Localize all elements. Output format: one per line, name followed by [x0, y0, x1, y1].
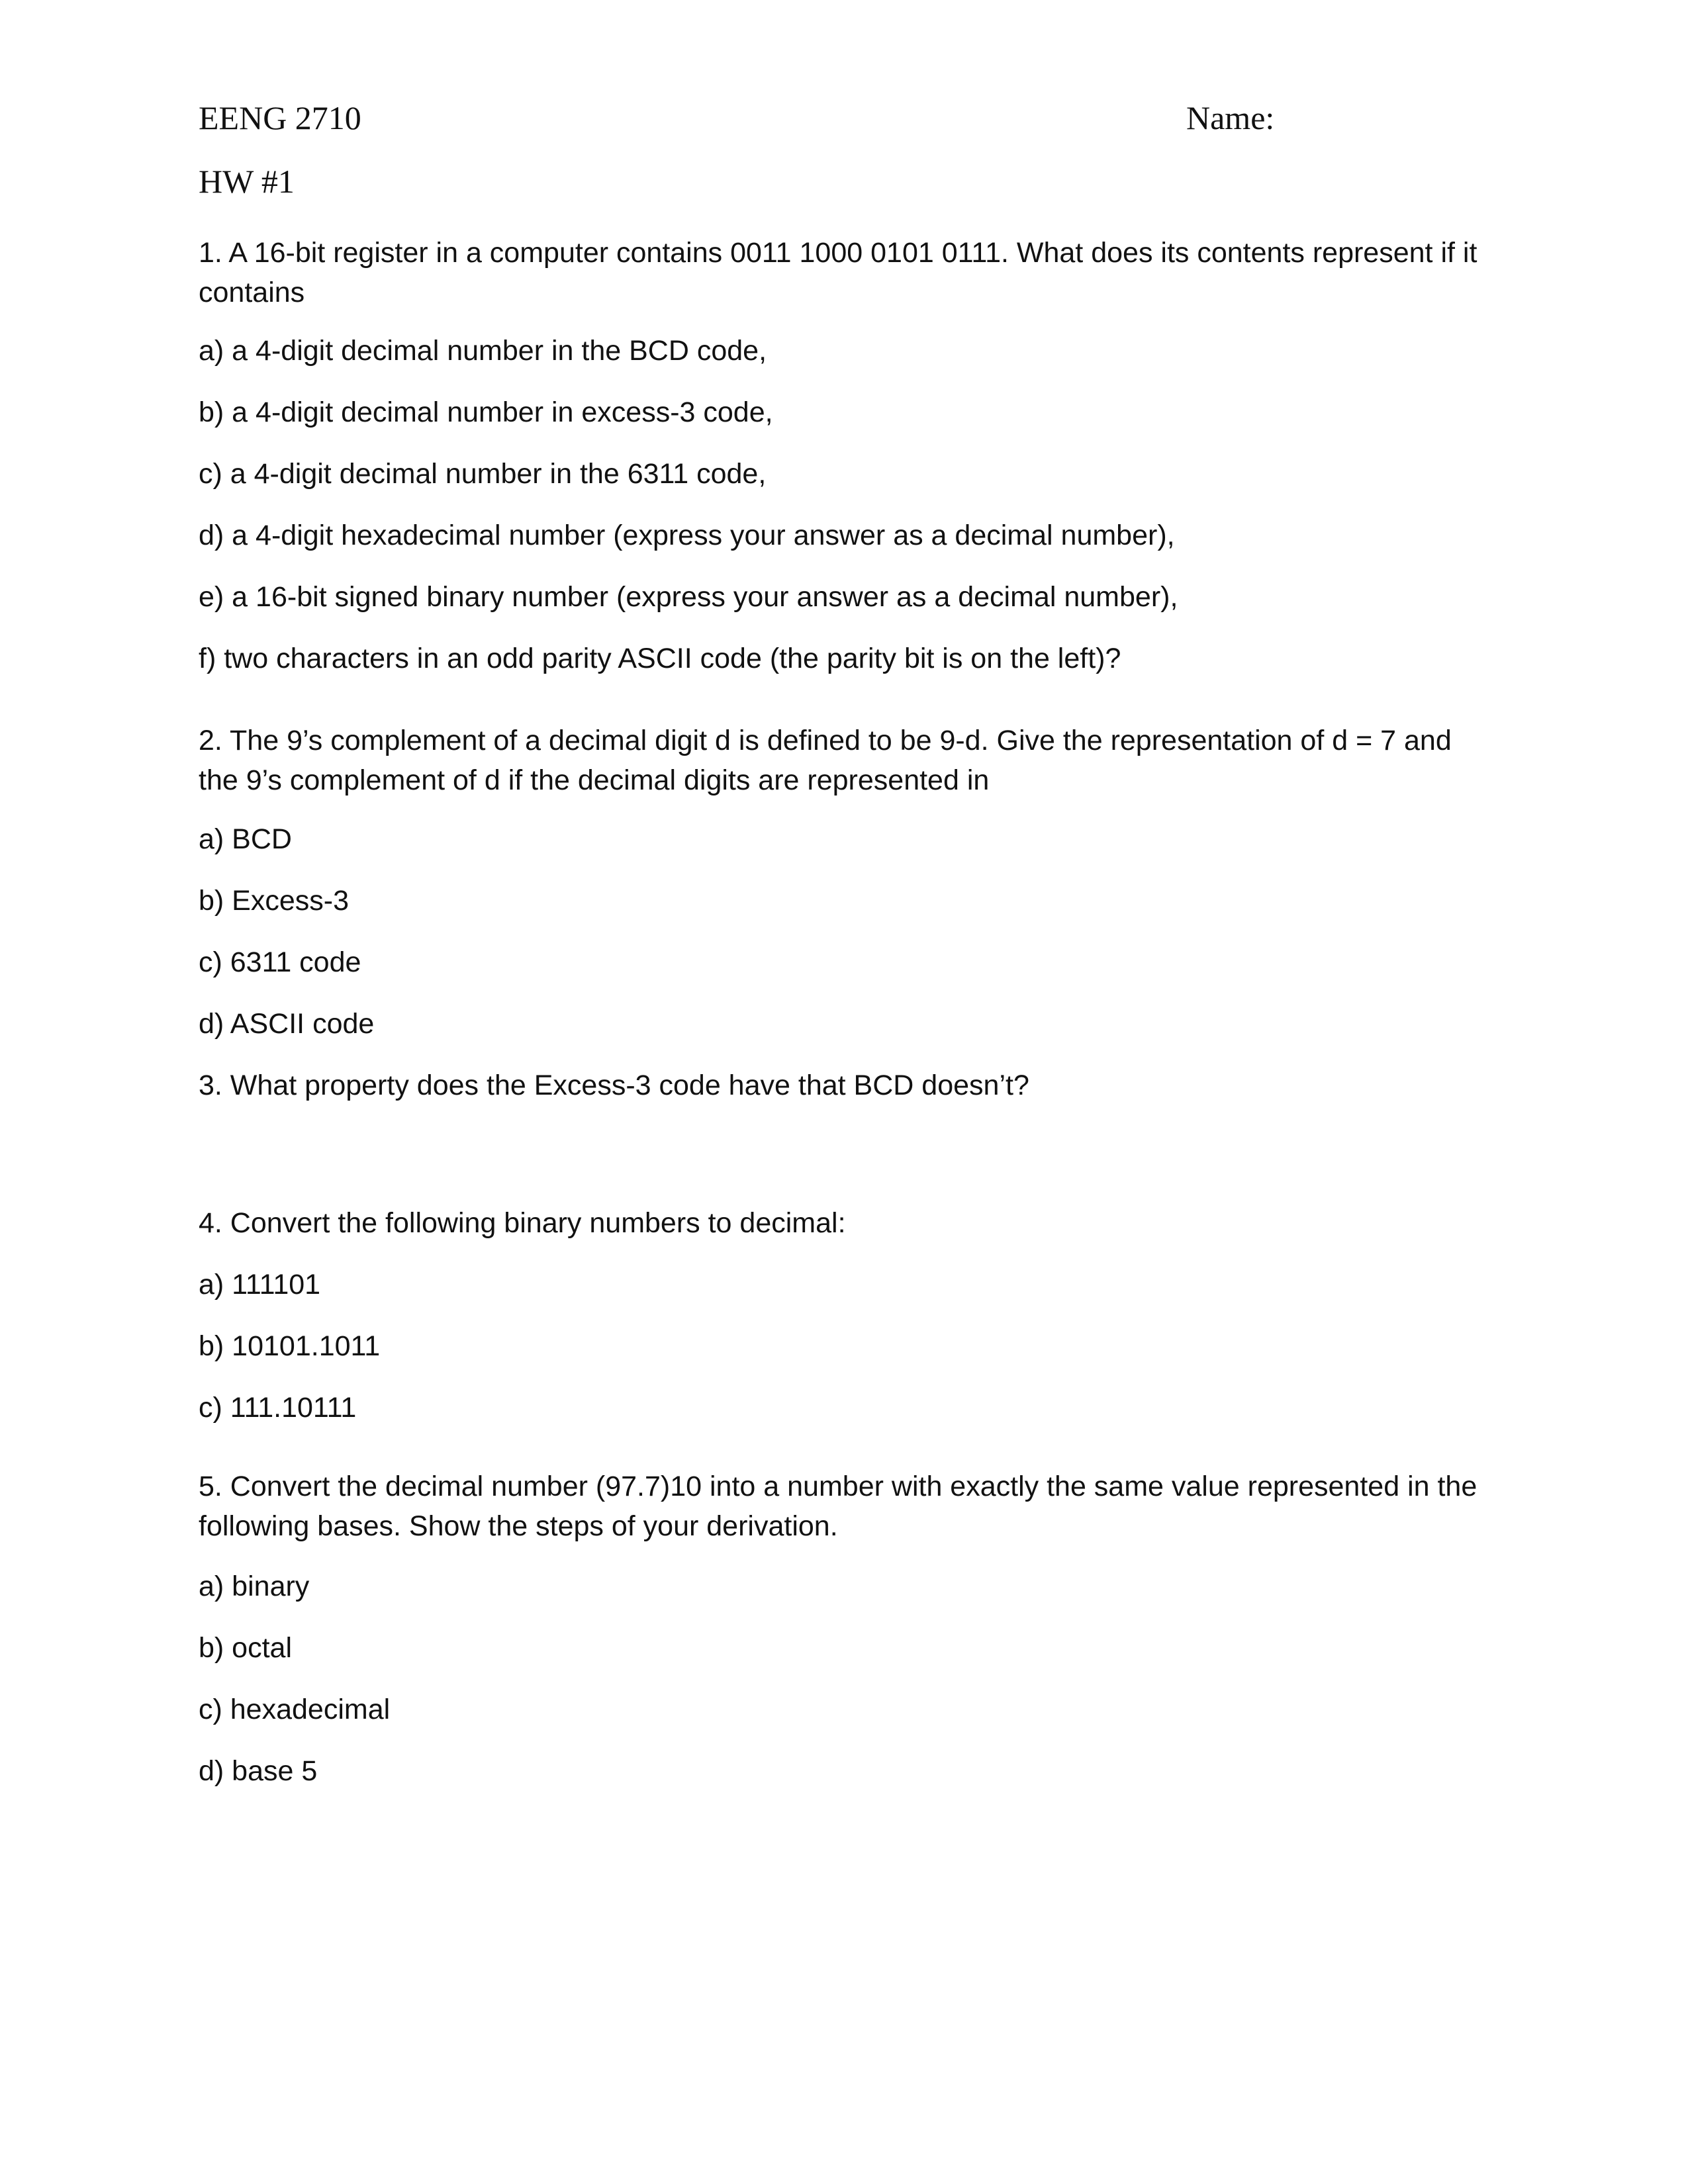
question-1-item-e: e) a 16-bit signed binary number (express your answer as a decimal number), [199, 581, 1178, 613]
question-1-prompt: 1. A 16-bit register in a computer contains 0011 1000 0101 0111. What does its contents represent if it contains [199, 237, 1477, 308]
course-code: EENG 2710 [199, 99, 361, 136]
question-5-item-b: b) octal [199, 1632, 293, 1664]
question-5-prompt: 5. Convert the decimal number (97.7)10 into a number with exactly the same value represented in the following bases. Show the steps of your derivation. [199, 1471, 1477, 1542]
question-4-prompt: 4. Convert the following binary numbers to decimal: [199, 1207, 846, 1239]
question-1-item-d: d) a 4-digit hexadecimal number (express your answer as a decimal number), [199, 520, 1175, 551]
question-2-prompt: 2. The 9’s complement of a decimal digit d is defined to be 9-d. Give the representation of d = 7 and the 9’s complement of d if the decimal digits are represented in [199, 725, 1452, 796]
question-5-item-a: a) binary [199, 1570, 310, 1602]
question-2-item-a: a) BCD [199, 823, 292, 855]
question-2-item-b: b) Excess-3 [199, 885, 350, 917]
question-3-prompt: 3. What property does the Excess-3 code have that BCD doesn’t? [199, 1069, 1029, 1101]
question-4-item-a: a) 111101 [199, 1269, 321, 1300]
question-2-item-d: d) ASCII code [199, 1008, 375, 1040]
question-5-item-d: d) base 5 [199, 1755, 318, 1787]
question-4-item-b: b) 10101.1011 [199, 1330, 381, 1362]
name-label: Name: [1186, 99, 1275, 136]
question-5-item-c: c) hexadecimal [199, 1694, 391, 1725]
question-4-item-c: c) 111.10111 [199, 1392, 357, 1424]
question-1-item-f: f) two characters in an odd parity ASCII code (the parity bit is on the left)? [199, 643, 1121, 674]
question-1-item-b: b) a 4-digit decimal number in excess-3 code, [199, 396, 773, 428]
question-1-item-a: a) a 4-digit decimal number in the BCD code, [199, 335, 767, 367]
question-2-item-c: c) 6311 code [199, 946, 361, 978]
homework-title: HW #1 [199, 163, 295, 200]
question-1-item-c: c) a 4-digit decimal number in the 6311 code, [199, 458, 767, 490]
